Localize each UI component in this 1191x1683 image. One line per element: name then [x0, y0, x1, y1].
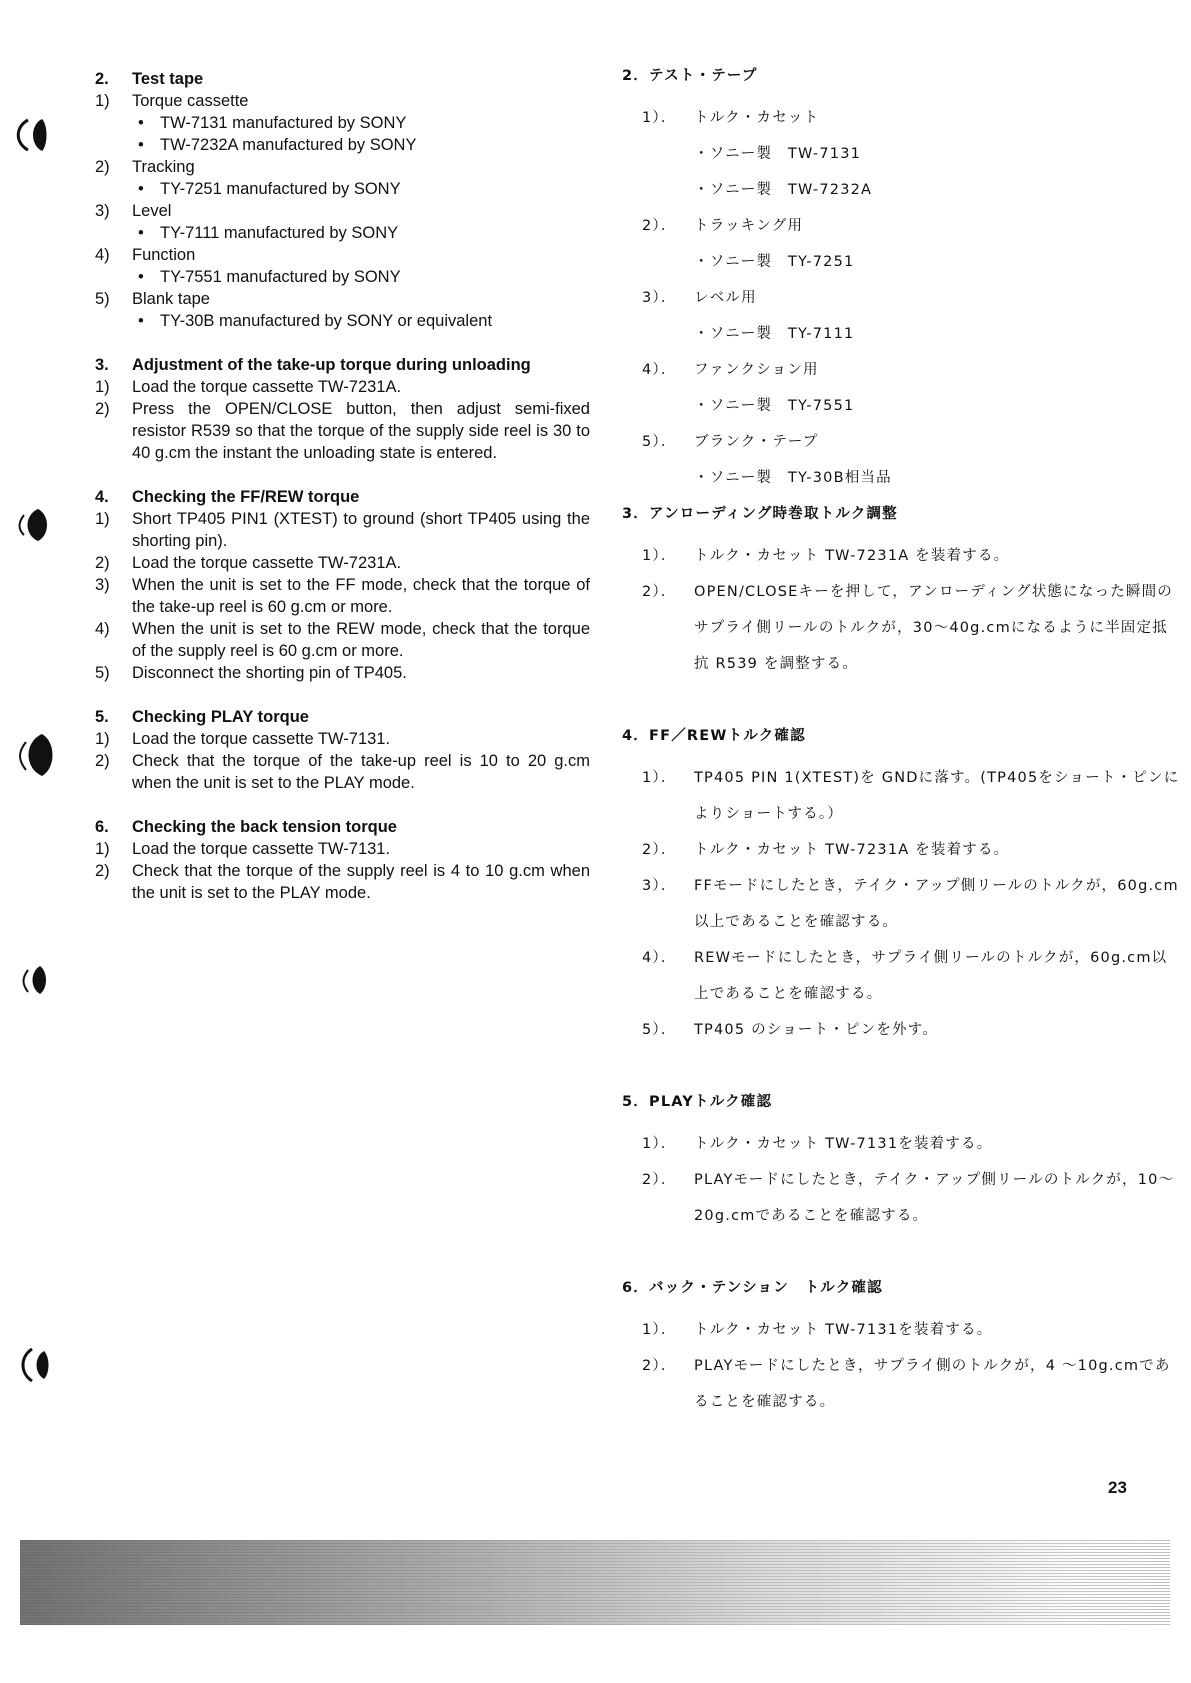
jp-section-back-tension: [622, 1274, 1182, 1420]
item-number: 2）．: [642, 218, 677, 234]
item-text: PLAYモードにしたとき，テイク・アップ側リールのトルクが，10〜20g.cmであることを確認する。: [694, 1172, 1175, 1224]
item-number: 3): [95, 576, 110, 594]
en-section-ff-rew-torque: [95, 486, 590, 684]
item-number: 3): [95, 202, 110, 220]
section-heading: [95, 816, 590, 838]
item-text: REWモードにしたとき，サプライ側リールのトルクが，60g.cm以上であることを確認する。: [694, 950, 1168, 1002]
list-item: [95, 288, 590, 310]
section-heading: [95, 486, 590, 508]
page-number: 23: [1108, 1478, 1127, 1497]
sub-item: ・ソニー製 TW-7232A: [694, 182, 873, 198]
item-text: When the unit is set to the FF mode, check that the torque of the take-up reel is 60 g.cm or more.: [132, 576, 590, 616]
binding-hole-mark: [10, 1345, 70, 1385]
section-heading: [95, 706, 590, 728]
item-number: 1): [95, 730, 110, 748]
item-text: ブランク・テープ: [694, 434, 819, 450]
list-item: [622, 1162, 1182, 1234]
section-title: Checking the back tension torque: [132, 818, 397, 836]
section-title: Test tape: [132, 70, 204, 88]
list-item: [622, 832, 1182, 868]
item-text: FFモードにしたとき，テイク・アップ側リールのトルクが，60g.cm以上であることを確認する。: [694, 878, 1179, 930]
item-number: 4): [95, 246, 110, 264]
list-item: [95, 860, 590, 904]
binding-hole-mark: [10, 730, 70, 780]
list-item: [622, 574, 1182, 682]
item-text: Load the torque cassette TW-7131.: [132, 840, 391, 858]
item-number: 1）．: [642, 110, 677, 126]
list-item: [622, 352, 1182, 388]
list-item: [95, 838, 590, 860]
item-text: トルク・カセット TW-7231A を装着する。: [694, 548, 1010, 564]
jp-section-play-torque: [622, 1088, 1182, 1234]
item-number: 2): [95, 862, 110, 880]
item-text: Blank tape: [132, 290, 210, 308]
section-title: 2．テスト・テープ: [622, 68, 758, 84]
list-item: [95, 662, 590, 684]
item-number: 5）．: [642, 1022, 677, 1038]
item-text: Short TP405 PIN1 (XTEST) to ground (short TP405 using the shorting pin).: [132, 510, 590, 550]
binding-hole-mark: [10, 115, 70, 155]
bullet-icon: •: [138, 312, 144, 330]
item-text: Load the torque cassette TW-7231A.: [132, 378, 402, 396]
item-text: レベル用: [694, 290, 757, 306]
bullet-text: TY-30B manufactured by SONY or equivalent: [160, 312, 493, 330]
item-number: 4）．: [642, 362, 677, 378]
item-number: 5): [95, 664, 110, 682]
list-item: [622, 760, 1182, 832]
bullet-text: TY-7111 manufactured by SONY: [160, 224, 399, 242]
list-item: [95, 750, 590, 794]
item-number: 2): [95, 554, 110, 572]
item-number: 1): [95, 92, 110, 110]
item-text: Check that the torque of the supply reel is 4 to 10 g.cm when the unit is set to the PLAY mode.: [132, 862, 590, 902]
bullet-icon: •: [138, 268, 144, 286]
bullet-icon: •: [138, 180, 144, 198]
item-text: トルク・カセット: [694, 110, 820, 126]
list-item: [622, 424, 1182, 460]
list-item: [622, 1348, 1182, 1420]
bullet-icon: •: [138, 224, 144, 242]
section-title: 5．PLAYトルク確認: [622, 1094, 773, 1110]
sub-item: ・ソニー製 TY-7111: [694, 326, 855, 342]
japanese-column: [622, 62, 1182, 1460]
list-item: [95, 508, 590, 552]
item-number: 1）．: [642, 1136, 677, 1152]
bullet-item: [95, 112, 590, 134]
en-section-play-torque: [95, 706, 590, 794]
scan-edge-band: [20, 1540, 1170, 1625]
item-number: 2）．: [642, 842, 677, 858]
item-number: 2): [95, 158, 110, 176]
binding-hole-mark: [10, 505, 70, 545]
bullet-text: TW-7232A manufactured by SONY: [160, 136, 417, 154]
item-text: Press the OPEN/CLOSE button, then adjust semi-fixed resistor R539 so that the torque of the supply side reel is 30 to 40 g.cm the instant the unloading state is entered.: [132, 400, 590, 462]
item-text: Torque cassette: [132, 92, 249, 110]
bullet-item: [95, 266, 590, 288]
item-number: 1): [95, 840, 110, 858]
list-item: [95, 552, 590, 574]
item-text: Disconnect the shorting pin of TP405.: [132, 664, 407, 682]
list-item: [95, 376, 590, 398]
list-item: [622, 1312, 1182, 1348]
list-item: [95, 618, 590, 662]
item-text: トラッキング用: [694, 218, 804, 234]
item-number: 5): [95, 290, 110, 308]
section-title: Checking PLAY torque: [132, 708, 309, 726]
bullet-item: [95, 134, 590, 156]
bullet-icon: •: [138, 114, 144, 132]
item-text: Level: [132, 202, 172, 220]
item-number: 1）．: [642, 770, 677, 786]
sub-item: ・ソニー製 TY-30B相当品: [694, 470, 892, 486]
list-item: [95, 728, 590, 750]
section-number: 2.: [95, 70, 109, 88]
list-item: [622, 1012, 1182, 1048]
item-number: 2): [95, 400, 110, 418]
item-number: 2）．: [642, 584, 677, 600]
item-number: 1): [95, 378, 110, 396]
item-number: 5）．: [642, 434, 677, 450]
item-text: トルク・カセット TW-7131を装着する。: [694, 1322, 993, 1338]
english-column: [95, 68, 590, 926]
item-text: Function: [132, 246, 196, 264]
item-number: 1): [95, 510, 110, 528]
list-item: [622, 940, 1182, 1012]
item-text: TP405 のショート・ピンを外す。: [694, 1022, 939, 1038]
item-number: 4）．: [642, 950, 677, 966]
section-title: Checking the FF/REW torque: [132, 488, 360, 506]
item-text: Load the torque cassette TW-7131.: [132, 730, 391, 748]
bullet-text: TY-7551 manufactured by SONY: [160, 268, 401, 286]
section-title: Adjustment of the take-up torque during unloading: [132, 356, 531, 374]
item-number: 3）．: [642, 878, 677, 894]
item-text: トルク・カセット TW-7131を装着する。: [694, 1136, 993, 1152]
item-text: ファンクション用: [694, 362, 819, 378]
section-title: 4．FF／REWトルク確認: [622, 728, 806, 744]
bullet-item: [95, 310, 590, 332]
section-number: 4.: [95, 488, 109, 506]
list-item: [95, 200, 590, 222]
item-number: 1）．: [642, 1322, 677, 1338]
list-item: [622, 538, 1182, 574]
list-item: [622, 868, 1182, 940]
list-item: [95, 398, 590, 464]
list-item: [622, 1126, 1182, 1162]
en-section-unloading-torque: [95, 354, 590, 464]
sub-item: ・ソニー製 TY-7251: [694, 254, 855, 270]
section-title: 6．バック・テンション トルク確認: [622, 1280, 883, 1296]
sub-item: ・ソニー製 TY-7551: [694, 398, 855, 414]
bullet-item: [95, 178, 590, 200]
binding-hole-mark: [10, 960, 70, 1000]
item-number: 3）．: [642, 290, 677, 306]
item-text: トルク・カセット TW-7231A を装着する。: [694, 842, 1010, 858]
list-item: [95, 574, 590, 618]
section-number: 6.: [95, 818, 109, 836]
item-number: 2）．: [642, 1358, 677, 1374]
list-item: [622, 100, 1182, 136]
item-text: Load the torque cassette TW-7231A.: [132, 554, 402, 572]
bullet-item: [95, 222, 590, 244]
item-number: 2）．: [642, 1172, 677, 1188]
sub-item: ・ソニー製 TW-7131: [694, 146, 862, 162]
bullet-text: TY-7251 manufactured by SONY: [160, 180, 401, 198]
jp-section-test-tape: [622, 62, 1182, 496]
item-text: Tracking: [132, 158, 195, 176]
list-item: [622, 280, 1182, 316]
section-title: 3．アンローディング時巻取トルク調整: [622, 506, 898, 522]
jp-section-unloading-torque: [622, 500, 1182, 682]
en-section-test-tape: [95, 68, 590, 332]
item-number: 4): [95, 620, 110, 638]
en-section-back-tension: [95, 816, 590, 904]
item-text: PLAYモードにしたとき，サプライ側のトルクが，4 〜10g.cmであることを確認する。: [694, 1358, 1171, 1410]
section-number: 5.: [95, 708, 109, 726]
item-number: 2): [95, 752, 110, 770]
item-text: OPEN/CLOSEキーを押して，アンローディング状態になった瞬間のサプライ側リールのトルクが，30〜40g.cmになるように半固定抵抗 R539 を調整する。: [694, 584, 1173, 672]
list-item: [95, 156, 590, 178]
jp-section-ff-rew-torque: [622, 722, 1182, 1048]
item-number: 1）．: [642, 548, 677, 564]
item-text: Check that the torque of the take-up reel is 10 to 20 g.cm when the unit is set to the PLAY mode.: [132, 752, 590, 792]
list-item: [95, 90, 590, 112]
item-text: When the unit is set to the REW mode, check that the torque of the supply reel is 60 g.cm or more.: [132, 620, 590, 660]
list-item: [622, 208, 1182, 244]
section-number: 3.: [95, 356, 109, 374]
bullet-text: TW-7131 manufactured by SONY: [160, 114, 407, 132]
list-item: [95, 244, 590, 266]
item-text: TP405 PIN 1(XTEST)を GNDに落す。(TP405をショート・ピンによりショートする。）: [694, 770, 1180, 822]
bullet-icon: •: [138, 136, 144, 154]
section-heading: [95, 354, 590, 376]
section-heading: [95, 68, 590, 90]
